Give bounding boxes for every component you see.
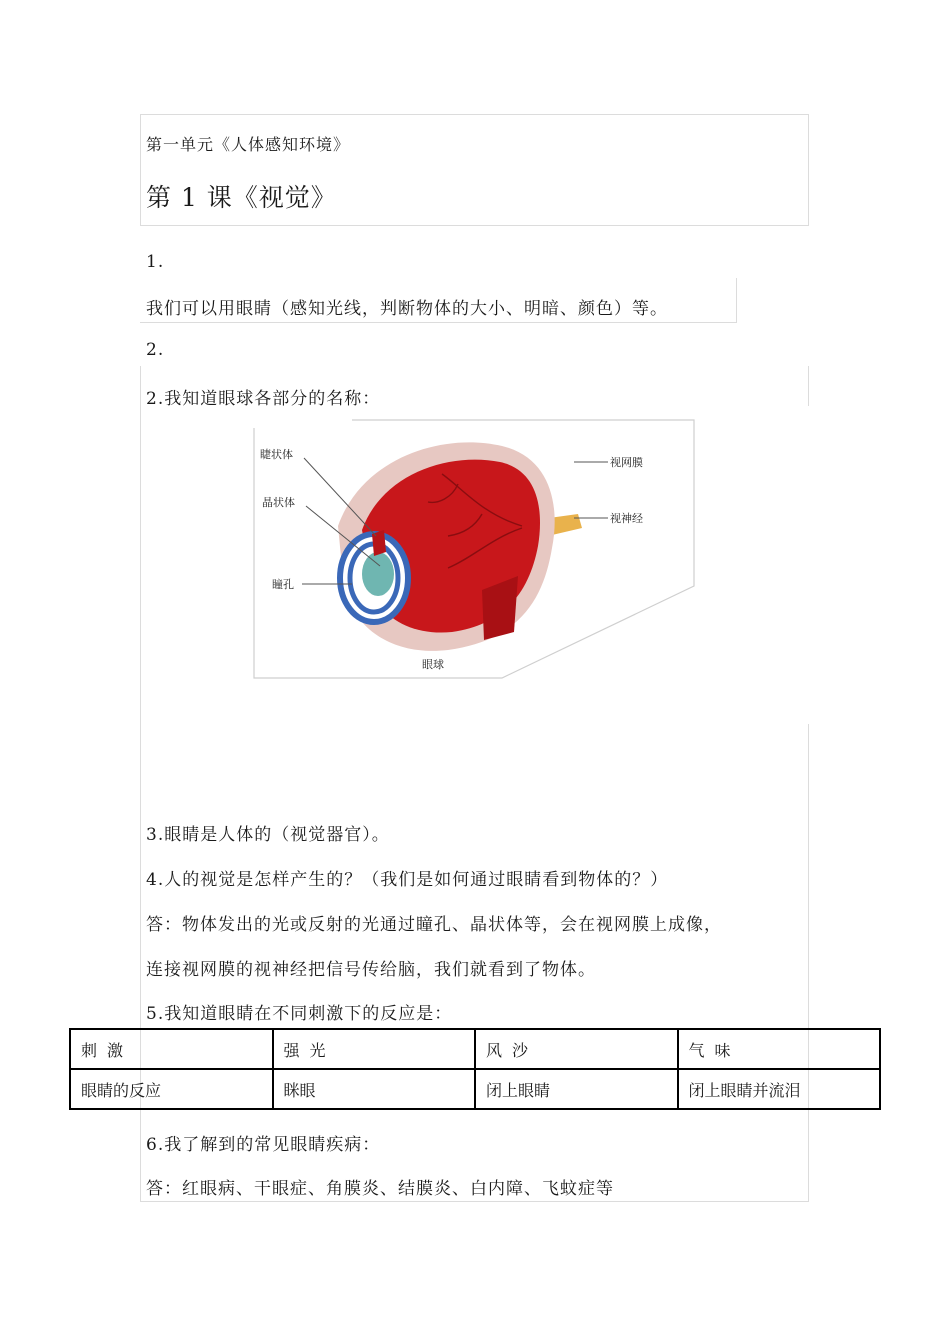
content-bottom-rule — [140, 1201, 809, 1202]
table-row — [70, 1069, 880, 1109]
label-ciliary: 睫状体 — [260, 448, 293, 461]
label-lens: 晶状体 — [262, 496, 295, 509]
q4-answer-line-2: 连接视网膜的视神经把信号传给脑，我们就看到了物体。 — [146, 960, 596, 980]
q3-text: 3.眼睛是人体的（视觉器官）。 — [146, 825, 390, 845]
content-right-rule-a — [808, 366, 809, 406]
table-cell: 眼睛的反应 — [70, 1069, 273, 1109]
q2-number: 2. — [146, 340, 165, 360]
label-optic-nerve: 视神经 — [610, 512, 643, 525]
unit-title: 第一单元《人体感知环境》 — [146, 135, 351, 154]
table-header-cell: 风沙 — [475, 1029, 678, 1069]
label-pupil: 瞳孔 — [272, 578, 294, 591]
q6-text: 6.我了解到的常见眼睛疾病： — [146, 1135, 381, 1155]
q1-number: 1. — [146, 252, 165, 272]
table-header-cell: 刺激 — [70, 1029, 273, 1069]
table-cell: 闭上眼睛 — [475, 1069, 678, 1109]
label-eyeball: 眼球 — [422, 658, 444, 671]
table-header-cell: 气味 — [678, 1029, 881, 1069]
q1-text: 我们可以用眼睛（感知光线，判断物体的大小、明暗、颜色）等。 — [146, 299, 668, 319]
q6-answer: 答：红眼病、干眼症、角膜炎、结膜炎、白内障、飞蚊症等 — [146, 1179, 614, 1199]
label-retina: 视网膜 — [610, 456, 643, 469]
content-right-rule-b — [808, 724, 809, 1202]
table-cell: 眯眼 — [273, 1069, 476, 1109]
table-header-cell: 强光 — [273, 1029, 476, 1069]
q5-text: 5.我知道眼睛在不同刺激下的反应是： — [146, 1004, 453, 1024]
table-header-row — [70, 1029, 880, 1069]
lens-shape — [362, 552, 394, 596]
q2-text: 2.我知道眼球各部分的名称： — [146, 389, 381, 409]
lesson-title: 第 1 课《视觉》 — [146, 183, 337, 212]
q4-question: 4.人的视觉是怎样产生的？（我们是如何通过眼睛看到物体的？） — [146, 870, 669, 890]
table-cell: 闭上眼睛并流泪 — [678, 1069, 881, 1109]
q4-answer-line-1: 答：物体发出的光或反射的光通过瞳孔、晶状体等，会在视网膜上成像， — [146, 915, 722, 935]
eyeball-diagram — [252, 418, 696, 680]
stimulus-reaction-table — [69, 1028, 881, 1110]
eyeball-diagram-svg — [252, 418, 696, 680]
